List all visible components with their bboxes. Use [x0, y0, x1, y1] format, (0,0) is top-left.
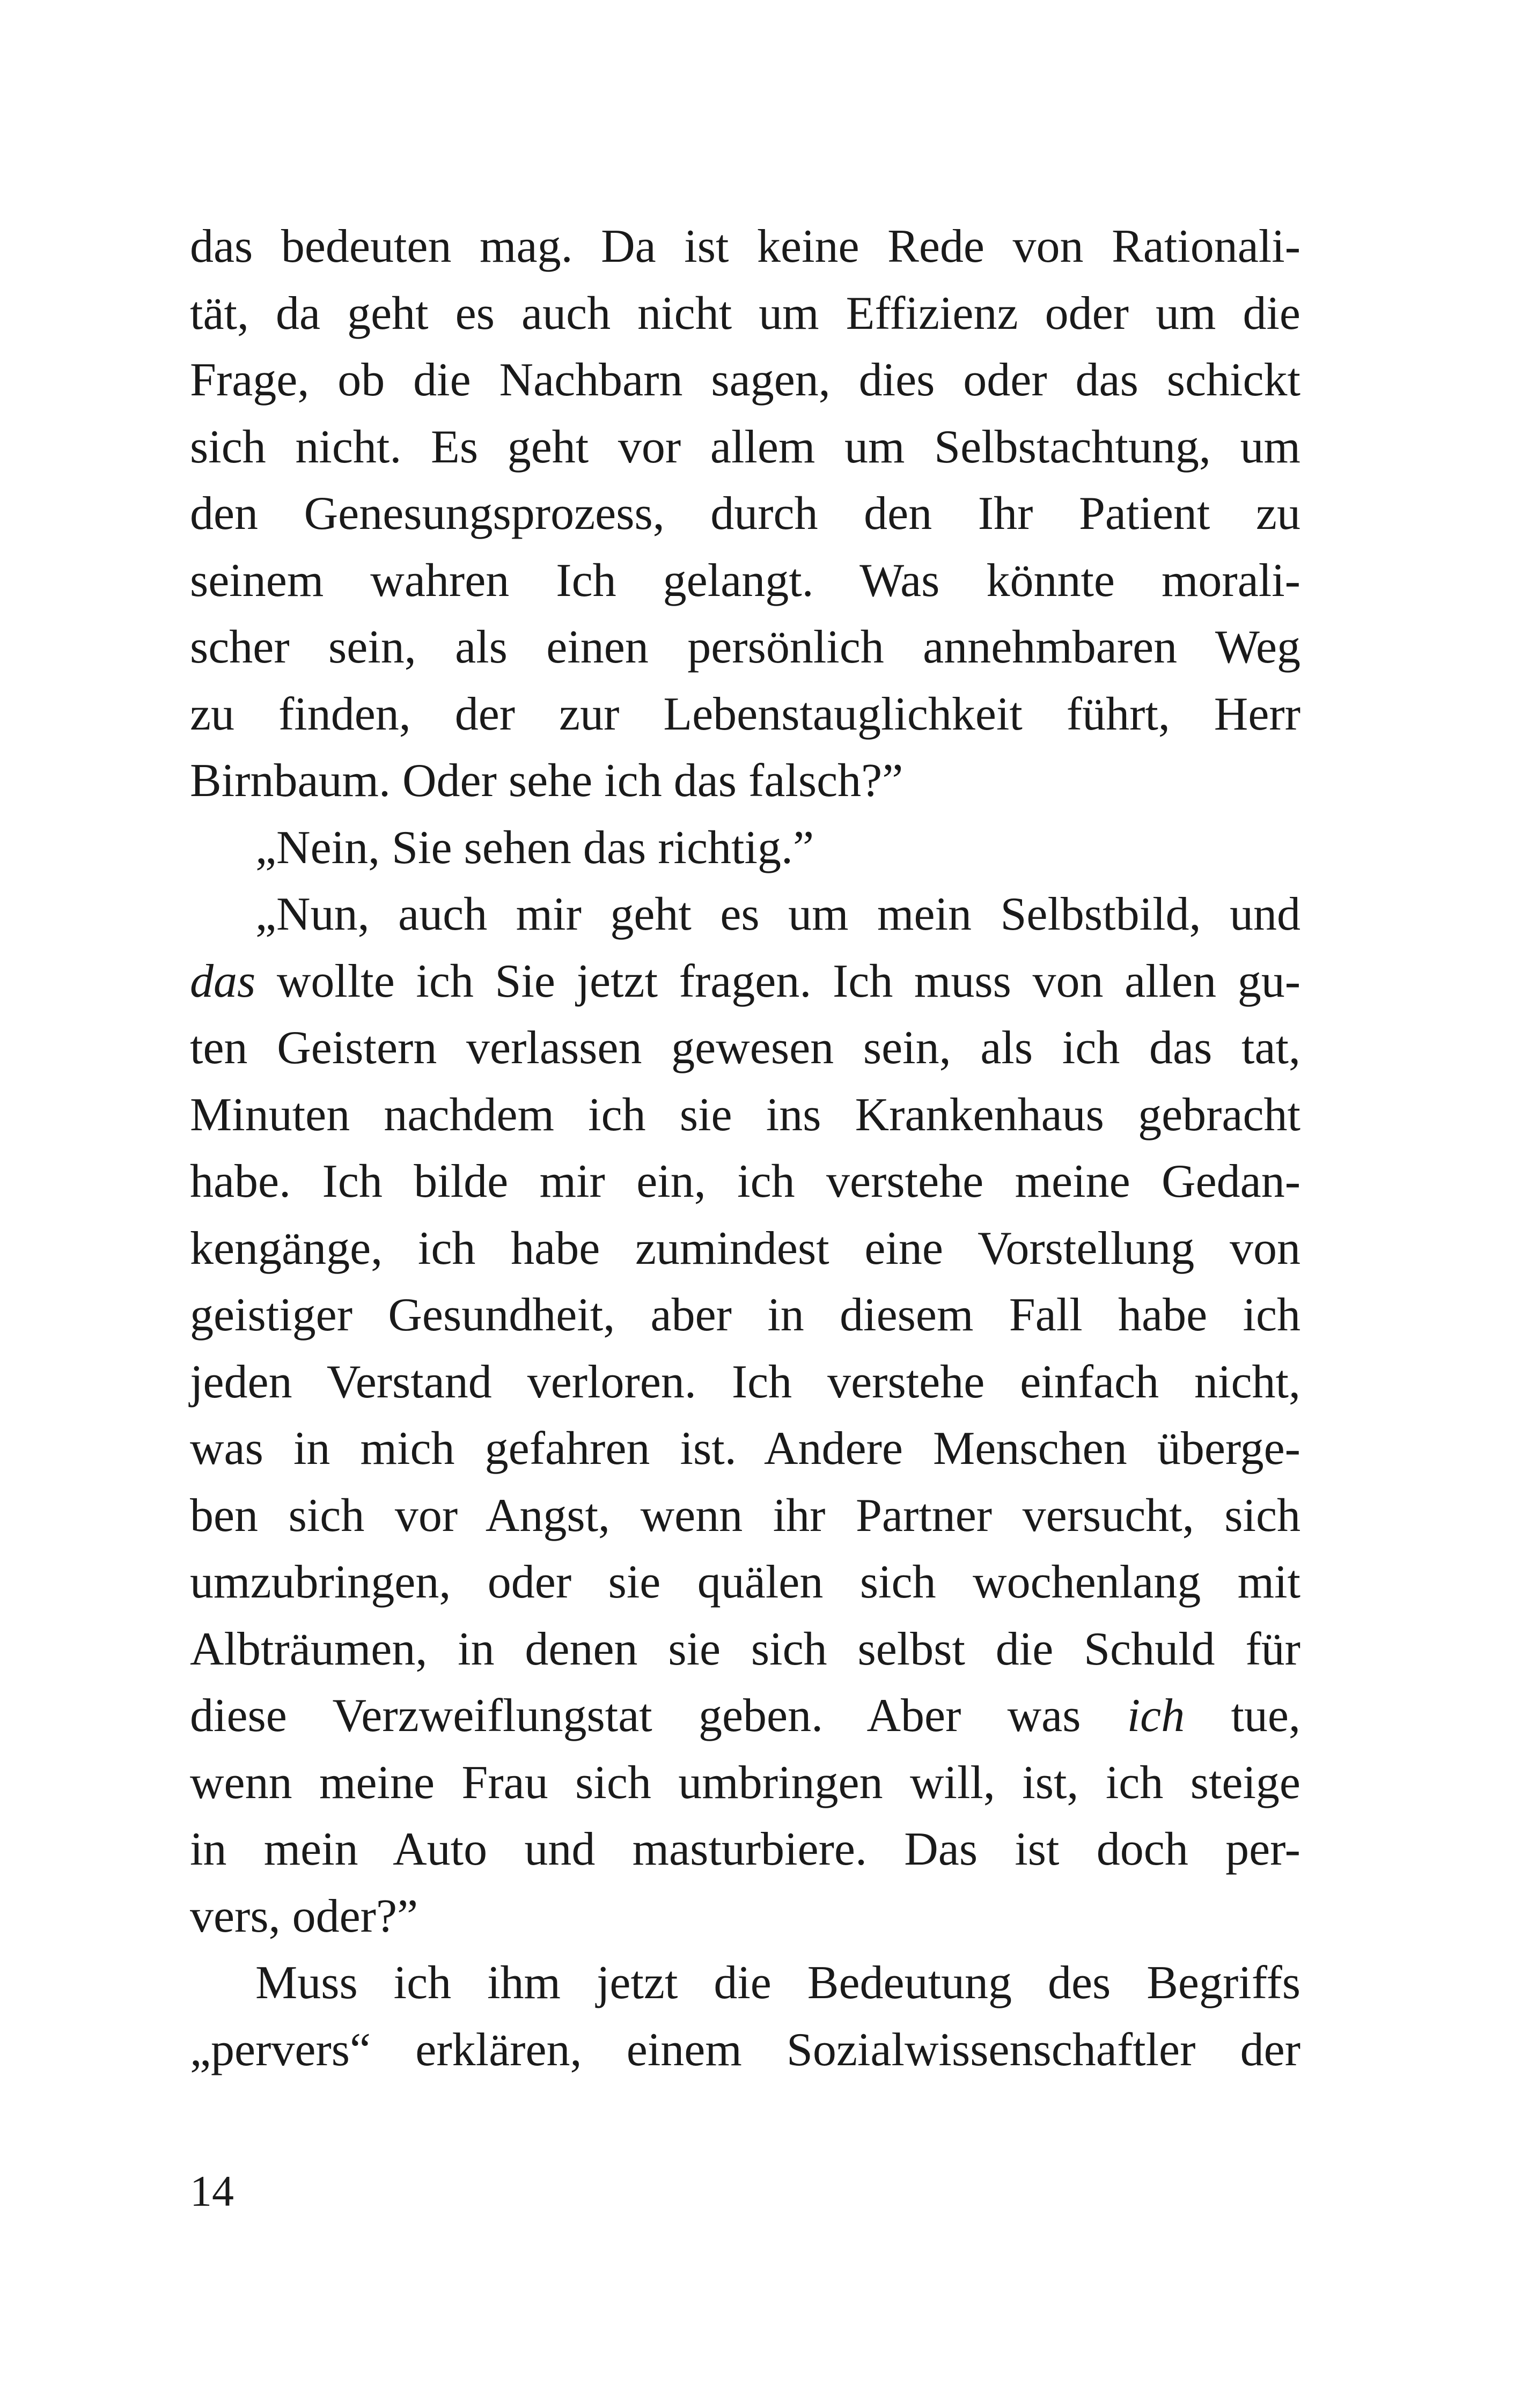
text-line: geistiger Gesundheit, aber in diesem Fall habe ich	[190, 1289, 1300, 1341]
text-line: „Nein, Sie sehen das richtig.”	[255, 821, 814, 874]
text-line: das bedeuten mag. Da ist keine Rede von Rationali-	[190, 220, 1300, 273]
text-line: jeden Verstand verloren. Ich verstehe einfach nicht,	[190, 1356, 1300, 1408]
text-line: was in mich gefahren ist. Andere Menschen überge-	[190, 1423, 1300, 1475]
text-line: in mein Auto und masturbiere. Das ist doch per-	[190, 1823, 1300, 1875]
text-line: Birnbaum. Oder sehe ich das falsch?”	[190, 755, 903, 807]
text-line: ten Geistern verlassen gewesen sein, als ich das tat,	[190, 1022, 1300, 1074]
text-line: wenn meine Frau sich umbringen will, ist, ich steige	[190, 1756, 1300, 1809]
text-line: kengänge, ich habe zumindest eine Vorstellung von	[190, 1222, 1300, 1275]
text-segment: wollte ich Sie jetzt fragen. Ich muss von allen gu-	[255, 955, 1300, 1007]
text-line: habe. Ich bilde mir ein, ich verstehe meine Gedan-	[190, 1155, 1300, 1207]
text-line: Albträumen, in denen sie sich selbst die Schuld für	[190, 1623, 1300, 1675]
body-text	[190, 213, 1300, 2083]
text-line: umzubringen, oder sie quälen sich wochenlang mit	[190, 1556, 1300, 1608]
text-line: vers, oder?”	[190, 1890, 418, 1942]
text-line: Muss ich ihm jetzt die Bedeutung des Begriffs	[255, 1957, 1300, 2009]
text-line: scher sein, als einen persönlich annehmbaren Weg	[190, 621, 1300, 673]
emphasis-text: ich	[1127, 1690, 1185, 1742]
text-line	[190, 948, 1300, 1015]
text-line	[190, 1683, 1300, 1750]
text-line: tät, da geht es auch nicht um Effizienz oder um die	[190, 287, 1300, 340]
text-line: „pervers“ erklären, einem Sozialwissenschaftler der	[190, 2023, 1300, 2076]
text-line: sich nicht. Es geht vor allem um Selbstachtung, um	[190, 421, 1300, 473]
text-line: Minuten nachdem ich sie ins Krankenhaus gebracht	[190, 1088, 1300, 1141]
text-line: zu finden, der zur Lebenstauglichkeit führt, Herr	[190, 688, 1300, 740]
page-number: 14	[190, 2167, 234, 2215]
text-line: Frage, ob die Nachbarn sagen, dies oder das schickt	[190, 354, 1300, 406]
emphasis-text: das	[190, 955, 256, 1007]
text-segment: tue,	[1185, 1690, 1300, 1742]
text-segment: diese Verzweiflungstat geben. Aber was	[190, 1690, 1127, 1742]
text-line: den Genesungsprozess, durch den Ihr Patient zu	[190, 488, 1300, 540]
text-line: seinem wahren Ich gelangt. Was könnte morali-	[190, 554, 1300, 607]
text-line: „Nun, auch mir geht es um mein Selbstbild, und	[255, 888, 1300, 940]
text-line: ben sich vor Angst, wenn ihr Partner versucht, sich	[190, 1489, 1300, 1542]
